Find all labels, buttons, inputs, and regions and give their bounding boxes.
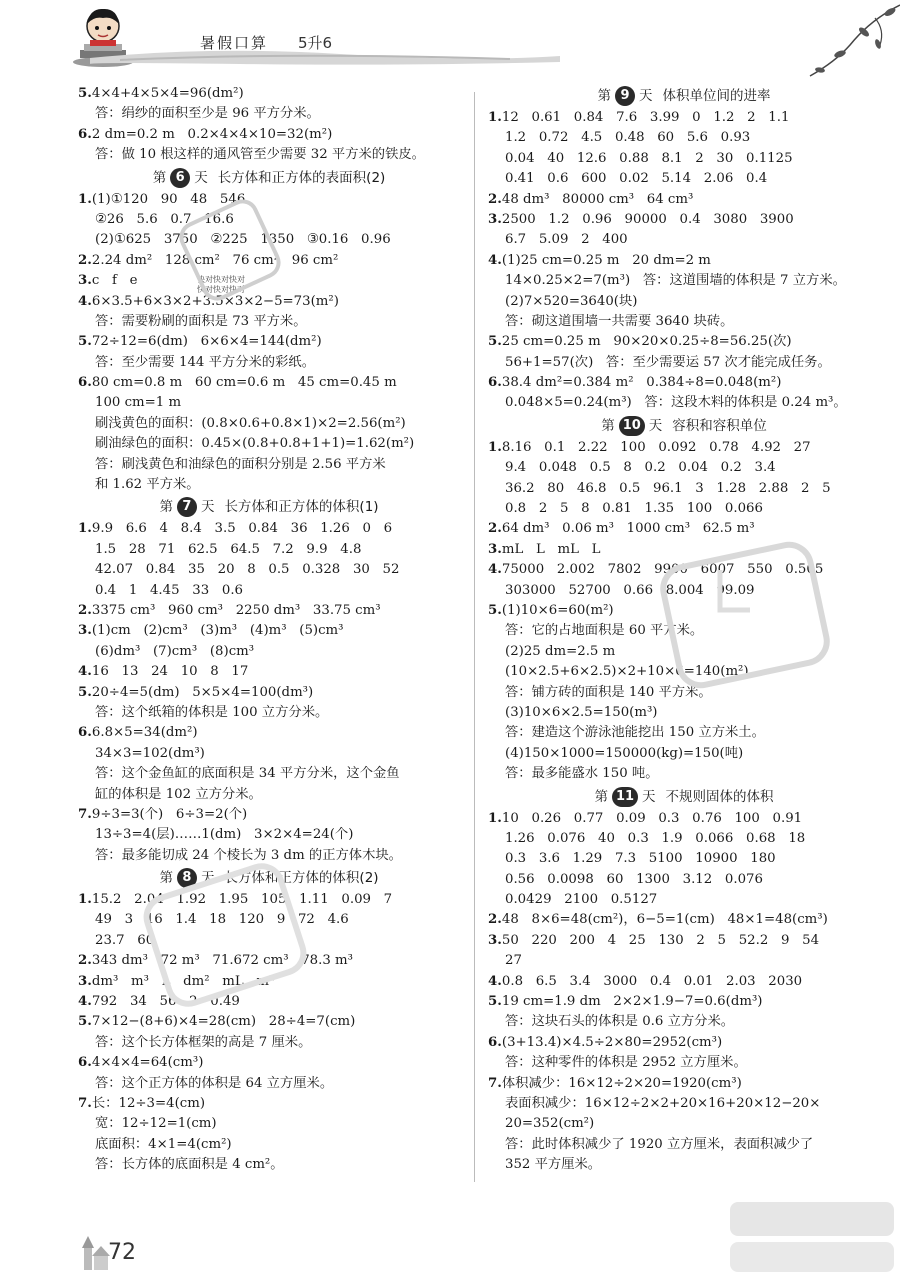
answer-row (488, 870, 880, 890)
answer-text: 和 1.62 平方米。 (95, 477, 200, 493)
answer-text: (2)7×520=3640(块) (505, 293, 638, 309)
day-heading (488, 84, 880, 108)
grade-label: 5升6 (298, 34, 333, 52)
answer-row (488, 1033, 880, 1053)
day-title: 容积和容积单位 (672, 417, 767, 434)
answer-text: 1.2 0.72 4.5 0.48 60 5.6 0.93 (505, 130, 751, 146)
answer-row (488, 292, 880, 312)
answer-text: (3)10×6×2.5=150(m³) (505, 704, 658, 720)
day-title: 体积单位间的进率 (662, 88, 771, 104)
answer-text: 2.24 dm² 128 cm² 76 cm² 96 cm² (91, 252, 339, 268)
answer-text: 答：需要粉刷的面积是 73 平方米。 (95, 313, 307, 329)
day-heading (78, 866, 460, 890)
answer-row (488, 230, 880, 250)
answer-row (78, 662, 460, 682)
answer-row (488, 992, 880, 1012)
answer-text: 6×3.5+6×3×2+3.5×3×2−5=73(m²) (91, 293, 339, 309)
answer-row (488, 332, 880, 352)
answer-row (78, 1135, 460, 1155)
answer-text: 答：绢纱的面积至少是 96 平方分米。 (95, 106, 320, 122)
answer-row (78, 931, 460, 951)
answer-text: 72÷12=6(dm) 6×6×4=144(dm²) (91, 334, 322, 350)
question-number: 1. (488, 439, 502, 455)
answer-row (488, 642, 880, 662)
answer-row (488, 458, 880, 478)
answer-text: 3375 cm³ 960 cm³ 2250 dm³ 33.75 cm³ (91, 602, 381, 618)
question-number: 3. (78, 273, 92, 289)
answer-row (78, 1012, 460, 1032)
answer-text: 303000 52700 0.66 8.004 99.09 (505, 582, 755, 598)
answer-text: 答：这种零件的体积是 2952 立方厘米。 (505, 1055, 747, 1071)
answer-row (78, 210, 460, 230)
answer-text: 36.2 80 46.8 0.5 96.1 3 1.28 2.88 2 5 (505, 480, 831, 496)
answer-text: 38.4 dm²=0.384 m² 0.384÷8=0.048(m²) (501, 375, 782, 391)
answer-line (488, 1012, 880, 1032)
day-number-badge: 7 (177, 497, 197, 517)
answer-row (78, 1114, 460, 1134)
answer-text: 0.3 3.6 1.29 7.3 5100 10900 180 (505, 851, 776, 867)
answer-row (78, 540, 460, 560)
answer-text: (10×2.5+6×2.5)×2+10×6=140(m²) (505, 664, 749, 680)
answer-row (488, 581, 880, 601)
answer-row (488, 190, 880, 210)
question-number: 1. (78, 521, 92, 537)
day-suffix: 天 (648, 417, 663, 434)
answer-row (78, 581, 460, 601)
answer-row (488, 1074, 880, 1094)
answer-text: 9.9 6.6 4 8.4 3.5 0.84 36 1.26 0 6 (91, 521, 393, 537)
answer-text: 8.16 0.1 2.22 100 0.092 0.78 4.92 27 (501, 439, 811, 455)
question-number: 2. (78, 953, 92, 969)
answer-text: 答：它的占地面积是 60 平方米。 (505, 623, 704, 639)
question-number: 5. (78, 86, 92, 101)
answer-row (78, 972, 460, 992)
answer-text: 9÷3=3(个) 6÷3=2(个) (91, 806, 248, 822)
answer-text: 20=352(cm²) (505, 1116, 595, 1132)
answer-row (488, 662, 880, 682)
answer-line (78, 145, 460, 165)
answer-line (488, 621, 880, 641)
answer-text: 4×4×4=64(cm³) (91, 1055, 204, 1071)
answer-text: dm³ m³ L dm² mL m² (91, 973, 275, 989)
answer-text: 答：这块石头的体积是 0.6 立方分米。 (505, 1014, 735, 1030)
page-number: 72 (108, 1240, 136, 1265)
question-number: 1. (488, 110, 502, 125)
question-number: 7. (78, 806, 92, 822)
answer-row (488, 353, 880, 373)
answer-row (78, 84, 460, 104)
question-number: 6. (488, 1034, 502, 1050)
answer-row (78, 601, 460, 621)
answer-line (78, 846, 460, 866)
answer-text: 表面积减少：16×12÷2×2+20×16+20×12−20× (505, 1095, 821, 1111)
answer-row (488, 499, 880, 519)
branch-decoration-icon (790, 0, 900, 80)
answer-text: 10 0.26 0.77 0.09 0.3 0.76 100 0.91 (501, 810, 803, 826)
question-number: 1. (78, 191, 92, 207)
answer-line (488, 1053, 880, 1073)
answer-row (78, 992, 460, 1012)
answer-line (78, 104, 460, 124)
question-number: 7. (488, 1075, 502, 1091)
answer-text: 1.5 28 71 62.5 64.5 7.2 9.9 4.8 (95, 541, 362, 557)
answer-text: 2500 1.2 0.96 90000 0.4 3080 3900 (501, 211, 794, 227)
answer-row (78, 683, 460, 703)
answer-row (78, 475, 460, 495)
answer-line (488, 764, 880, 784)
answer-row (78, 251, 460, 271)
day-heading (78, 166, 460, 190)
answer-text: 48 dm³ 80000 cm³ 64 cm³ (501, 191, 694, 207)
day-suffix: 天 (200, 870, 215, 887)
answer-row (78, 393, 460, 413)
answer-text: 1.26 0.076 40 0.3 1.9 0.066 0.68 18 (505, 830, 806, 846)
answer-row (488, 601, 880, 621)
answer-row (488, 560, 880, 580)
answer-text: (2)①625 3750 ②225 1350 ③0.16 0.96 (95, 232, 391, 248)
answer-row (488, 108, 880, 128)
answer-text: 343 dm³ 72 m³ 71.672 cm³ 78.3 m³ (91, 953, 353, 969)
answer-text: 刷油绿色的面积：0.45×(0.8+0.8+1+1)=1.62(m²) (95, 436, 415, 452)
answer-row (78, 332, 460, 352)
question-number: 4. (488, 562, 502, 578)
answer-row (488, 931, 880, 951)
answer-row (488, 393, 880, 413)
question-number: 5. (78, 1014, 92, 1030)
answer-text: 答：最多能切成 24 个棱长为 3 dm 的正方体木块。 (95, 847, 402, 863)
answer-line (488, 683, 880, 703)
answer-text: (6)dm³ (7)cm³ (8)cm³ (95, 643, 255, 659)
answer-text: 0.8 6.5 3.4 3000 0.4 0.01 2.03 2030 (501, 973, 803, 989)
answer-text: 48 8×6=48(cm²)，6−5=1(cm) 48×1=48(cm³) (501, 912, 828, 928)
question-number: 6. (488, 375, 502, 391)
answer-row (488, 251, 880, 271)
answer-row (488, 809, 880, 829)
question-number: 2. (488, 191, 502, 207)
answer-text: 4×4+4×5×4=96(dm²) (91, 86, 244, 101)
answer-line (78, 455, 460, 475)
answer-text: 答：最多能盛水 150 吨。 (505, 766, 659, 782)
answer-text: 答：至少需要 144 平方分米的彩纸。 (95, 354, 315, 370)
question-number: 4. (488, 252, 502, 268)
answer-row (488, 1094, 880, 1114)
answer-text: 0.4 1 4.45 33 0.6 (95, 582, 243, 598)
question-number: 3. (78, 973, 92, 989)
answer-text: 0.41 0.6 600 0.02 5.14 2.06 0.4 (505, 171, 768, 187)
book-title: 暑假口算 (200, 34, 269, 52)
answer-text: 16 13 24 10 8 17 (91, 664, 249, 680)
answer-row (78, 621, 460, 641)
question-number: 2. (78, 252, 92, 268)
answer-row (488, 149, 880, 169)
day-suffix: 天 (642, 788, 656, 805)
answer-text: 答：建造这个游泳池能挖出 150 立方米土。 (505, 725, 765, 741)
question-number: 7. (78, 1095, 92, 1111)
page-header (0, 0, 900, 82)
answer-text: 答：这个正方体的体积是 64 立方厘米。 (95, 1075, 334, 1091)
answer-text: (1)①120 90 48 546 (91, 191, 246, 207)
answer-line (78, 1033, 460, 1053)
answer-text: 7×12−(8+6)×4=28(cm) 28÷4=7(cm) (91, 1014, 356, 1030)
answer-row (78, 744, 460, 764)
answer-row (78, 910, 460, 930)
answer-text: (1)cm (2)cm³ (3)m³ (4)m³ (5)cm³ (91, 623, 344, 639)
answer-text: 80 cm=0.8 m 60 cm=0.6 m 45 cm=0.45 m (91, 375, 397, 391)
answer-text: 27 (505, 953, 522, 969)
answer-row (488, 1114, 880, 1134)
answer-row (78, 190, 460, 210)
answer-row (78, 292, 460, 312)
answer-text: 长：12÷3=4(cm) (91, 1095, 206, 1111)
answer-text: 0.8 2 5 8 0.81 1.35 100 0.066 (505, 501, 763, 517)
answer-text: 14×0.25×2=7(m³) 答：这道围墙的体积是 7 立方米。 (505, 273, 846, 289)
answer-row (78, 1053, 460, 1073)
question-number: 4. (78, 664, 92, 680)
answer-text: 体积减少：16×12÷2×20=1920(cm³) (501, 1075, 742, 1091)
question-number: 2. (488, 521, 502, 537)
answer-text: 42.07 0.84 35 20 8 0.5 0.328 30 52 (95, 562, 400, 578)
answer-text: mL L mL L (501, 541, 601, 557)
answer-row (488, 540, 880, 560)
answer-text: (4)150×1000=150000(kg)=150(吨) (505, 745, 744, 761)
question-number: 3. (488, 211, 502, 227)
answer-line (488, 312, 880, 332)
answer-row (488, 951, 880, 971)
day-suffix: 天 (194, 169, 208, 186)
question-number: 5. (78, 684, 92, 700)
question-number: 4. (78, 293, 92, 309)
answer-line (78, 764, 460, 784)
answer-text: 6.7 5.09 2 400 (505, 232, 628, 248)
answer-row (78, 723, 460, 743)
answer-line (78, 1155, 460, 1175)
answer-text: 2 dm=0.2 m 0.2×4×4×10=32(m²) (91, 126, 333, 142)
answer-text: 答：这个纸箱的体积是 100 立方分米。 (95, 704, 329, 720)
right-column (488, 84, 880, 1176)
question-number: 2. (488, 912, 502, 928)
question-number: 5. (488, 334, 502, 350)
question-number: 4. (488, 973, 502, 989)
day-suffix: 天 (200, 499, 215, 516)
day-heading (78, 495, 460, 519)
answer-line (78, 312, 460, 332)
question-number: 6. (78, 375, 92, 391)
answer-row (488, 910, 880, 930)
answer-text: 答：砌这道围墙一共需要 3640 块砖。 (505, 313, 734, 329)
answer-row (488, 829, 880, 849)
answer-text: 宽：12÷12=1(cm) (95, 1116, 217, 1132)
answer-row (488, 128, 880, 148)
answer-text: 0.0429 2100 0.5127 (505, 892, 658, 908)
answer-row (78, 890, 460, 910)
answer-row (78, 560, 460, 580)
answer-text: 答：铺方砖的面积是 140 平方米。 (505, 684, 712, 700)
answer-text: 75000 2.002 7802 9900 6007 550 0.505 (501, 562, 824, 578)
day-prefix: 第 (159, 870, 173, 887)
answer-row (488, 271, 880, 291)
answer-row (488, 169, 880, 189)
day-number-badge: 8 (177, 868, 197, 888)
answer-text: (2)25 dm=2.5 m (505, 643, 616, 659)
question-number: 2. (78, 602, 92, 618)
day-number-badge: 10 (619, 416, 645, 436)
day-prefix: 第 (159, 499, 173, 516)
day-title: 长方体和正方体的体积(1) (224, 499, 379, 516)
answer-text: 20÷4=5(dm) 5×5×4=100(dm³) (91, 684, 314, 700)
answer-text: 9.4 0.048 0.5 8 0.2 0.04 0.2 3.4 (505, 460, 776, 476)
answer-text: 答：此时体积减少了 1920 立方厘米，表面积减少了 (505, 1136, 814, 1152)
answer-text: 50 220 200 4 25 130 2 5 52.2 9 54 (501, 932, 820, 948)
answer-row (488, 479, 880, 499)
answer-text: c f e (91, 273, 138, 289)
day-number-badge: 6 (170, 168, 190, 188)
answer-text: 792 34 56 2 0.49 (91, 994, 240, 1010)
day-suffix: 天 (639, 88, 653, 104)
day-prefix: 第 (601, 417, 615, 434)
day-prefix: 第 (597, 88, 611, 104)
day-title: 长方体和正方体的体积(2) (224, 870, 379, 887)
answer-row (488, 849, 880, 869)
question-number: 6. (78, 126, 92, 142)
answer-row (78, 785, 460, 805)
answer-text: 23.7 60 (95, 932, 155, 948)
answer-row (78, 230, 460, 250)
day-prefix: 第 (152, 169, 167, 186)
answer-text: 缸的体积是 102 立方分米。 (95, 786, 262, 802)
answer-text: 答：刷浅黄色和油绿色的面积分别是 2.56 平方米 (95, 456, 386, 472)
question-number: 3. (488, 932, 502, 948)
answer-text: 答：这个金鱼缸的底面积是 34 平方分米，这个金鱼 (95, 766, 400, 782)
question-number: 5. (78, 334, 92, 350)
question-number: 5. (488, 602, 502, 618)
day-title: 不规则固体的体积 (665, 788, 774, 805)
answer-text: (1)25 cm=0.25 m 20 dm=2 m (501, 252, 711, 268)
answer-row (78, 434, 460, 454)
day-heading (488, 785, 880, 809)
answer-text: ②26 5.6 0.7 16.6 (95, 211, 234, 227)
answer-row (488, 438, 880, 458)
question-number: 5. (488, 994, 502, 1010)
answer-row (488, 744, 880, 764)
answer-row (78, 805, 460, 825)
column-divider (474, 92, 475, 1182)
question-number: 6. (78, 725, 92, 741)
answer-text: 49 3 16 1.4 18 120 9 72 4.6 (95, 912, 349, 928)
left-column (78, 84, 460, 1176)
answer-text: 0.04 40 12.6 0.88 8.1 2 30 0.1125 (505, 150, 793, 166)
question-number: 4. (78, 994, 92, 1010)
question-number: 6. (78, 1055, 92, 1071)
answer-text: 12 0.61 0.84 7.6 3.99 0 1.2 2 1.1 (501, 110, 790, 125)
site-watermark-icon (726, 1198, 898, 1278)
answer-row (488, 703, 880, 723)
answer-text: 64 dm³ 0.06 m³ 1000 cm³ 62.5 m³ (501, 521, 755, 537)
answer-line (78, 703, 460, 723)
day-heading (488, 414, 880, 438)
answer-row (78, 414, 460, 434)
answer-row (78, 271, 460, 291)
answer-row (78, 373, 460, 393)
answer-text: 19 cm=1.9 dm 2×2×1.9−7=0.6(dm³) (501, 994, 763, 1010)
answer-text: 25 cm=0.25 m 90×20×0.25÷8=56.25(次) (501, 334, 792, 350)
question-number: 3. (78, 623, 92, 639)
answer-row (488, 890, 880, 910)
day-number-badge: 9 (615, 86, 635, 106)
answer-text: 34×3=102(dm³) (95, 745, 205, 761)
answer-line (78, 1074, 460, 1094)
question-number: 1. (78, 892, 92, 908)
answer-row (78, 125, 460, 145)
kuaidui-stamp-text: 快对快对快对 快对快对快对 (197, 275, 245, 294)
answer-line (488, 723, 880, 743)
answer-row (488, 519, 880, 539)
answer-line (488, 1135, 880, 1155)
answer-text: 刷浅黄色的面积：(0.8×0.6+0.8×1)×2=2.56(m²) (95, 415, 406, 431)
answer-row (78, 825, 460, 845)
answer-text: (3+13.4)×4.5÷2×80=2952(cm³) (501, 1034, 723, 1050)
day-prefix: 第 (594, 788, 608, 805)
answer-text: 答：做 10 根这样的通风管至少需要 32 平方米的铁皮。 (95, 147, 425, 163)
answer-text: 底面积：4×1=4(cm²) (95, 1136, 232, 1152)
answer-text: 答：这个长方体框架的高是 7 厘米。 (95, 1034, 312, 1050)
question-number: 3. (488, 541, 502, 557)
day-title: 长方体和正方体的表面积(2) (217, 169, 386, 186)
answer-text: 15.2 2.04 1.92 1.95 105 1.11 0.09 7 (91, 892, 393, 908)
answer-text: 0.56 0.0098 60 1300 3.12 0.076 (505, 871, 763, 887)
answer-row (488, 1155, 880, 1175)
answer-text: 13÷3=4(层)……1(dm) 3×2×4=24(个) (95, 827, 354, 843)
question-number: 1. (488, 810, 502, 826)
answer-row (78, 642, 460, 662)
answer-text: 6.8×5=34(dm²) (91, 725, 198, 741)
answer-text: (1)10×6=60(m²) (501, 602, 614, 618)
answer-text: 100 cm=1 m (95, 395, 182, 411)
answer-row (78, 951, 460, 971)
answer-row (78, 519, 460, 539)
answer-row (488, 972, 880, 992)
answer-text: 352 平方厘米。 (505, 1157, 602, 1173)
answer-line (78, 353, 460, 373)
day-number-badge: 11 (612, 787, 638, 807)
answer-text: 56+1=57(次) 答：至少需要运 57 次才能完成任务。 (505, 354, 831, 370)
answer-text: 答：长方体的底面积是 4 cm²。 (95, 1157, 284, 1173)
answer-text: 0.048×5=0.24(m³) 答：这段木料的体积是 0.24 m³。 (505, 395, 847, 411)
answer-row (78, 1094, 460, 1114)
answer-row (488, 373, 880, 393)
answer-row (488, 210, 880, 230)
